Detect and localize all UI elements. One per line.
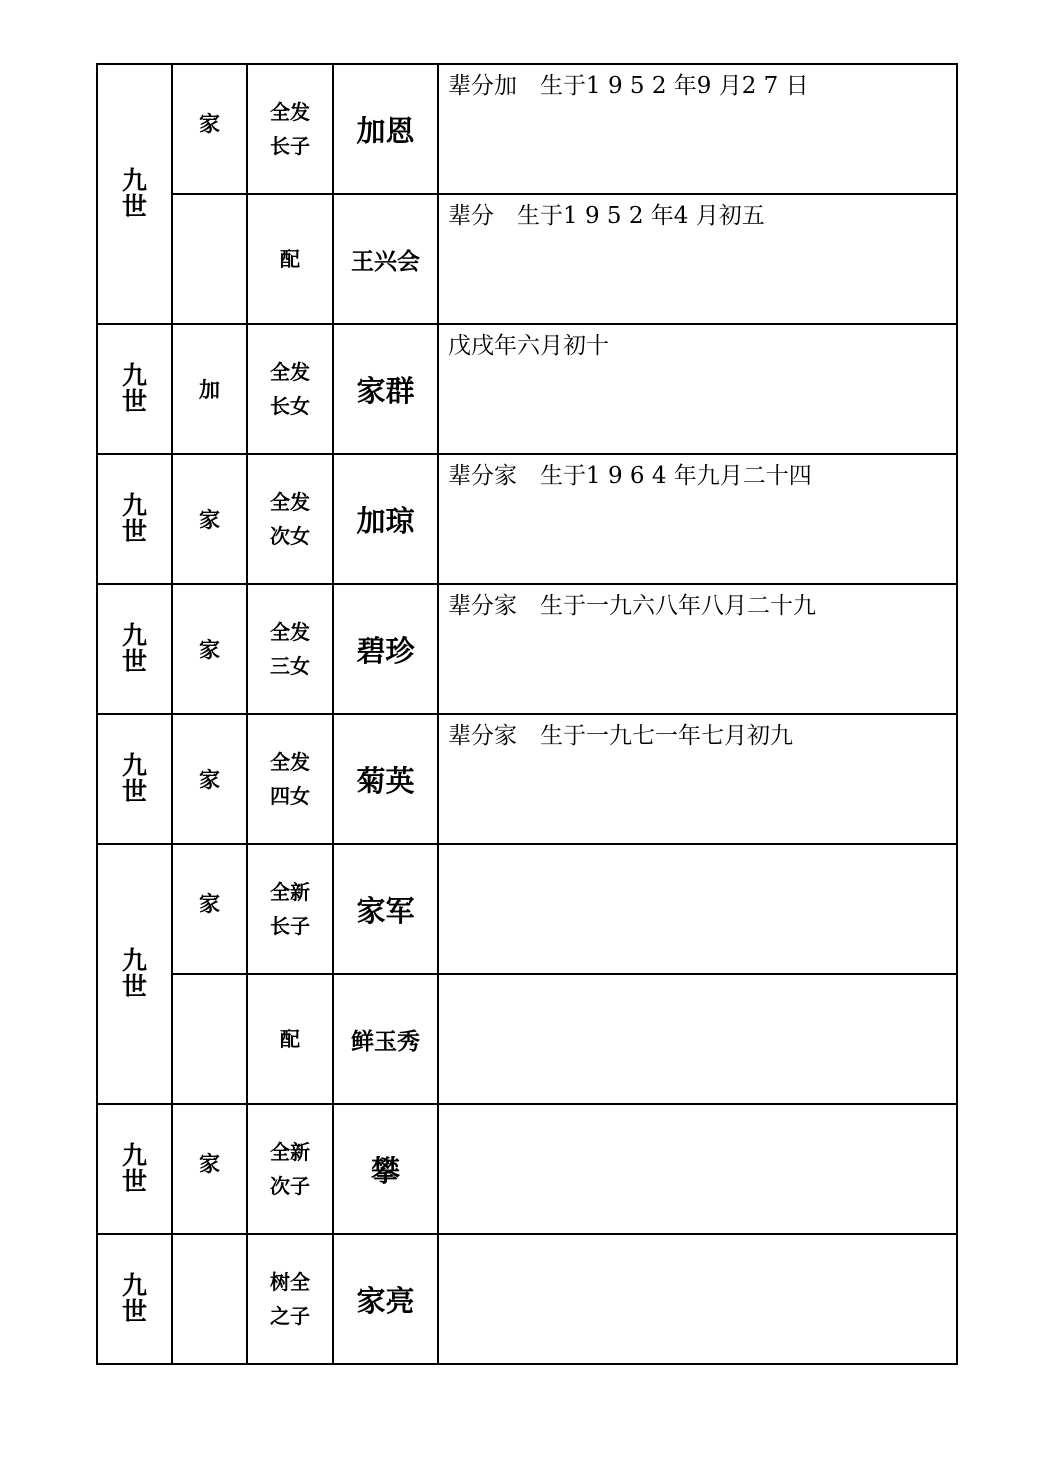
person-name: 鲜玉秀 [333, 974, 438, 1104]
person-name: 王兴会 [333, 194, 438, 324]
generation-cell: 九 世 [97, 454, 172, 584]
generation-cell: 九 世 [97, 714, 172, 844]
relation-cell: 全发 四女 [247, 714, 333, 844]
table-row [97, 324, 957, 454]
table-row [97, 1234, 957, 1364]
relation-cell: 全发 长子 [247, 64, 333, 194]
generation-cell: 九 世 [97, 584, 172, 714]
person-name: 家亮 [333, 1234, 438, 1364]
relation-cell: 全新 长子 [247, 844, 333, 974]
relation-cell: 全发 三女 [247, 584, 333, 714]
person-name: 碧珍 [333, 584, 438, 714]
generation-cell: 九 世 [97, 324, 172, 454]
birth-note: 辈分家 生于一九七一年七月初九 [438, 714, 957, 844]
relation-cell: 配 [247, 194, 333, 324]
generation-cell: 九 世 [97, 1234, 172, 1364]
birth-note: 辈分加 生于1 9 5 2 年9 月2 7 日 [438, 64, 957, 194]
table-row [97, 974, 957, 1104]
birth-note: 辈分家 生于1 9 6 4 年九月二十四 [438, 454, 957, 584]
table-row [97, 454, 957, 584]
birth-note: 辈分 生于1 9 5 2 年4 月初五 [438, 194, 957, 324]
person-name: 家群 [333, 324, 438, 454]
birth-note [438, 1234, 957, 1364]
generation-char-cell [172, 1234, 247, 1364]
relation-cell: 配 [247, 974, 333, 1104]
genealogy-table [96, 63, 958, 1365]
generation-char-cell: 家 [172, 714, 247, 844]
relation-cell: 全新 次子 [247, 1104, 333, 1234]
generation-char-cell: 家 [172, 1104, 247, 1234]
table-row [97, 714, 957, 844]
relation-cell: 全发 次女 [247, 454, 333, 584]
generation-char-cell: 加 [172, 324, 247, 454]
birth-note: 辈分家 生于一九六八年八月二十九 [438, 584, 957, 714]
generation-cell: 九 世 [97, 1104, 172, 1234]
table-row [97, 584, 957, 714]
birth-note: 戊戌年六月初十 [438, 324, 957, 454]
table-row [97, 64, 957, 194]
relation-cell: 树全 之子 [247, 1234, 333, 1364]
relation-cell: 全发 长女 [247, 324, 333, 454]
person-name: 家军 [333, 844, 438, 974]
birth-note [438, 844, 957, 974]
person-name: 加恩 [333, 64, 438, 194]
generation-char-cell [172, 974, 247, 1104]
birth-note [438, 974, 957, 1104]
person-name: 攀 [333, 1104, 438, 1234]
table-row [97, 194, 957, 324]
generation-char-cell [172, 194, 247, 324]
table-row [97, 1104, 957, 1234]
generation-char-cell: 家 [172, 64, 247, 194]
generation-char-cell: 家 [172, 844, 247, 974]
birth-note [438, 1104, 957, 1234]
person-name: 菊英 [333, 714, 438, 844]
generation-char-cell: 家 [172, 584, 247, 714]
generation-cell: 九 世 [97, 844, 172, 1104]
generation-cell: 九 世 [97, 64, 172, 324]
generation-char-cell: 家 [172, 454, 247, 584]
table-row [97, 844, 957, 974]
person-name: 加琼 [333, 454, 438, 584]
